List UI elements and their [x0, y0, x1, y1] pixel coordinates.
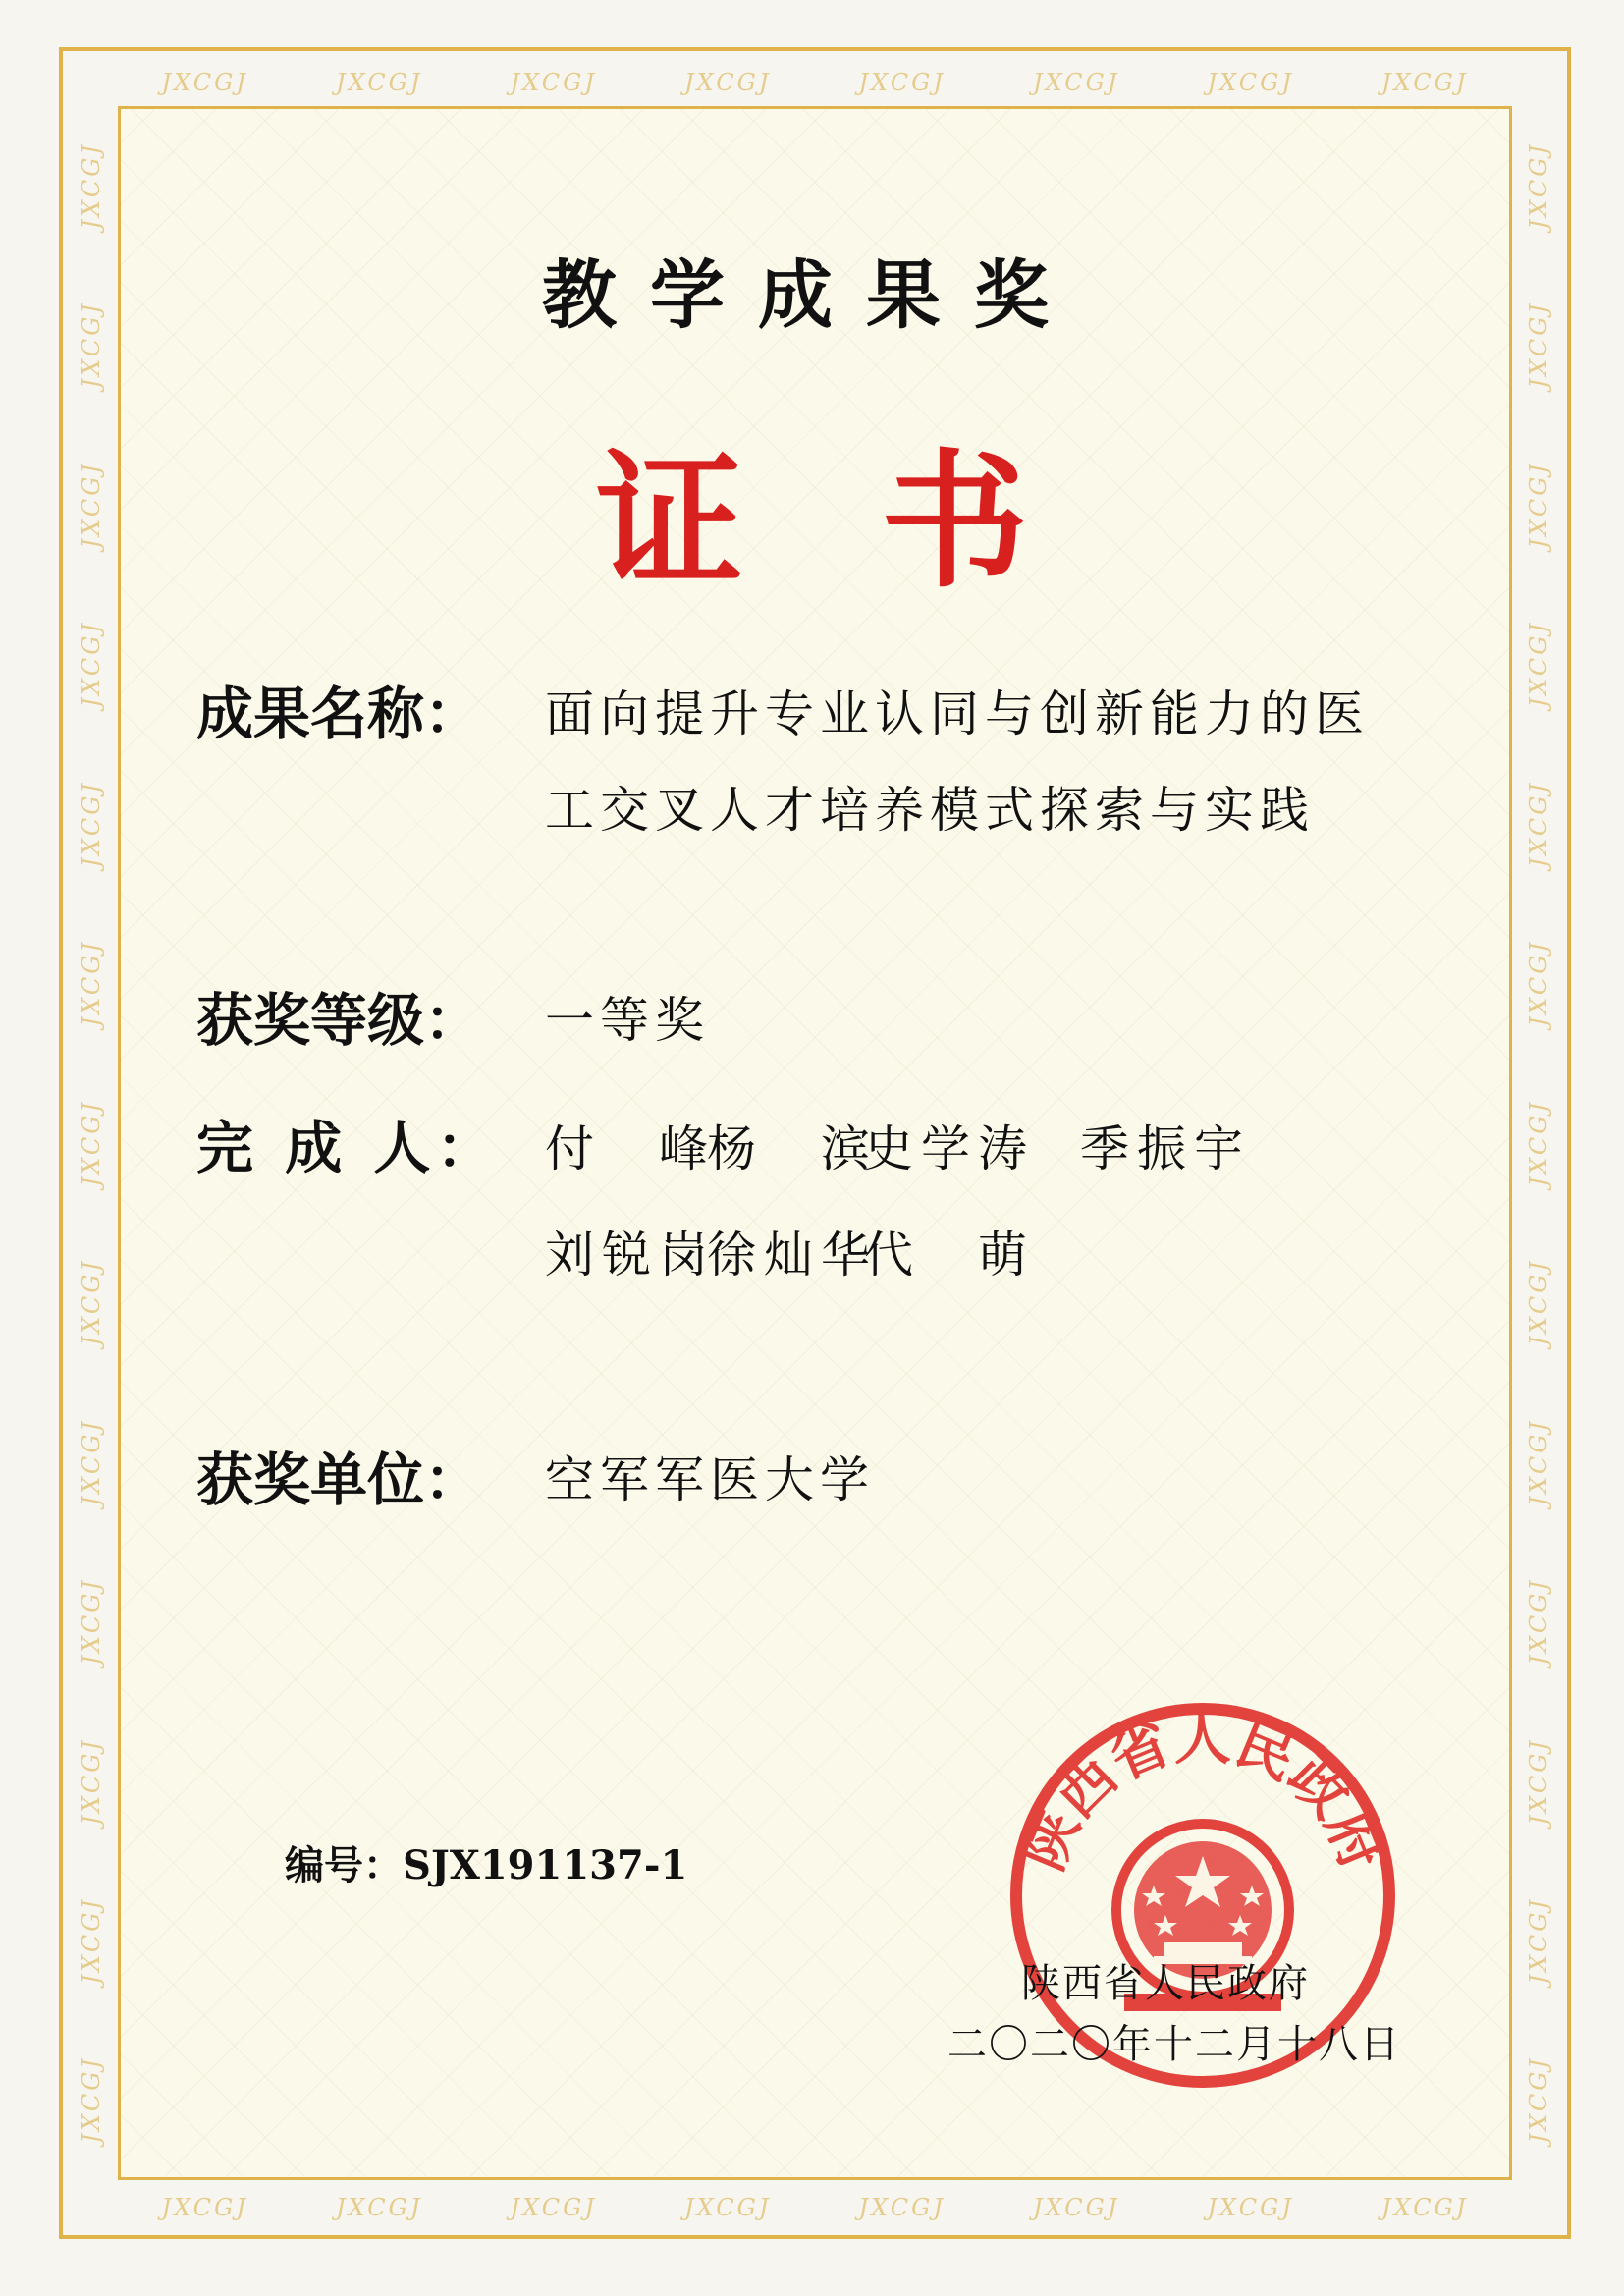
watermark-text: JXCGJ: [1381, 2194, 1469, 2221]
certificate-subtitle: 证书: [595, 437, 1165, 608]
watermark-text: JXCGJ: [78, 621, 105, 708]
achievement-name-line1: 面向提升专业认同与创新能力的医: [545, 685, 1370, 742]
watermark-text: JXCGJ: [510, 2194, 597, 2221]
serial-number: [285, 1834, 687, 1890]
watermark-text: JXCGJ: [1525, 142, 1552, 230]
watermark-text: JXCGJ: [510, 69, 597, 96]
watermark-text: JXCGJ: [78, 1099, 105, 1187]
watermark-text: JXCGJ: [1525, 1578, 1552, 1666]
watermark-text: JXCGJ: [684, 2194, 772, 2221]
watermark-text: JXCGJ: [1525, 1896, 1552, 1985]
achievement-label: 成果名称：: [196, 681, 482, 747]
issuer-name: 陕西省人民政府: [1021, 1961, 1310, 2006]
watermark-text: JXCGJ: [1525, 1737, 1552, 1825]
completers-label: 完 成 人：: [196, 1115, 500, 1181]
watermark-band-bottom: [118, 2188, 1512, 2227]
watermark-text: JXCGJ: [161, 2194, 248, 2221]
watermark-text: JXCGJ: [858, 69, 946, 96]
watermark-text: JXCGJ: [1033, 2194, 1120, 2221]
watermark-text: JXCGJ: [336, 2194, 423, 2221]
completer-name: 代 萌: [864, 1227, 1035, 1284]
award-level-value: 一等奖: [545, 992, 710, 1049]
watermark-text: JXCGJ: [1525, 461, 1552, 549]
watermark-text: JXCGJ: [78, 1578, 105, 1666]
watermark-text: JXCGJ: [336, 69, 423, 96]
watermark-text: JXCGJ: [1525, 940, 1552, 1027]
watermark-text: JXCGJ: [1207, 69, 1294, 96]
completer-name: 刘锐岗: [545, 1227, 716, 1284]
watermark-text: JXCGJ: [78, 461, 105, 549]
watermark-text: JXCGJ: [78, 2056, 105, 2144]
watermark-band-top: [118, 63, 1512, 102]
completer-name: 付 峰: [545, 1121, 716, 1177]
award-unit-label: 获奖单位：: [196, 1447, 482, 1513]
completer-name: 史学涛: [864, 1121, 1035, 1177]
watermark-text: JXCGJ: [1525, 301, 1552, 389]
serial-value: SJX191137-1: [403, 1842, 688, 1888]
issue-date: 二〇二〇年十二月十八日: [947, 2022, 1401, 2067]
award-unit-value: 空军军医大学: [545, 1451, 875, 1508]
watermark-text: JXCGJ: [161, 69, 248, 96]
watermark-text: JXCGJ: [78, 142, 105, 230]
watermark-text: JXCGJ: [1525, 621, 1552, 708]
watermark-text: JXCGJ: [1525, 1099, 1552, 1187]
watermark-text: JXCGJ: [1207, 2194, 1294, 2221]
completer-name: 季振宇: [1080, 1121, 1251, 1177]
completer-name: 徐灿华: [707, 1227, 878, 1284]
watermark-text: JXCGJ: [684, 69, 772, 96]
watermark-text: JXCGJ: [78, 1418, 105, 1506]
watermark-text: JXCGJ: [1381, 69, 1469, 96]
award-level-label: 获奖等级：: [196, 987, 482, 1054]
watermark-text: JXCGJ: [1525, 2056, 1552, 2144]
watermark-text: JXCGJ: [858, 2194, 946, 2221]
achievement-name-line2: 工交叉人才培养模式探索与实践: [545, 782, 1315, 839]
watermark-text: JXCGJ: [78, 1737, 105, 1825]
watermark-text: JXCGJ: [78, 301, 105, 389]
watermark-text: JXCGJ: [78, 780, 105, 868]
watermark-text: JXCGJ: [78, 1259, 105, 1346]
watermark-text: JXCGJ: [1033, 69, 1120, 96]
completer-name: 杨 滨: [707, 1121, 878, 1177]
watermark-text: JXCGJ: [1525, 780, 1552, 868]
watermark-text: JXCGJ: [1525, 1418, 1552, 1506]
certificate-title: 教学成果奖: [542, 251, 1082, 339]
watermark-text: JXCGJ: [78, 940, 105, 1027]
seal-text: 陕西省人民政府: [1008, 1705, 1397, 1880]
watermark-text: JXCGJ: [1525, 1259, 1552, 1346]
serial-label: 编号：: [285, 1842, 403, 1888]
completers-list: [545, 1110, 1458, 1286]
watermark-text: JXCGJ: [78, 1896, 105, 1985]
